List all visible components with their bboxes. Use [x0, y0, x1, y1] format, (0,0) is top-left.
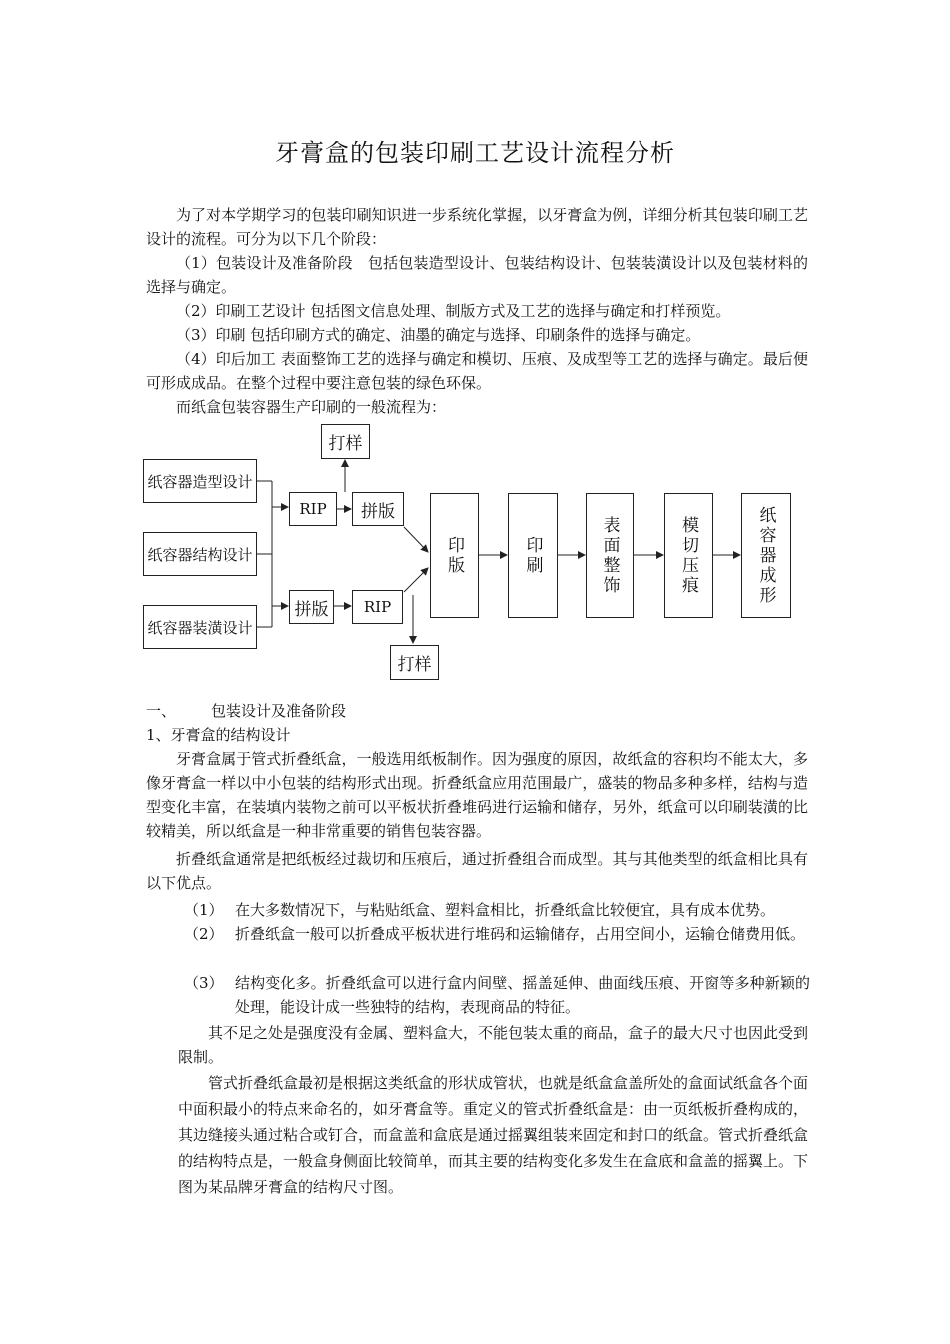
list-item-number: （1） [184, 901, 224, 919]
design-structure-box: 纸容器结构设计 [143, 532, 257, 576]
list-item-number: （3） [184, 974, 224, 992]
body-paragraph-3: 其不足之处是强度没有金属、塑料盒大，不能包装太重的商品，盒子的最大尺寸也因此受到限制。 [178, 1024, 809, 1066]
stage-4-text: （4）印后加工 表面整饰工艺的选择与确定和模切、压痕、及成型等工艺的选择与确定。最后便可形成成品。在整个过程中要注意包装的绿色环保。 [146, 350, 808, 392]
plate-box: 印版 [430, 493, 479, 618]
proof-top-box: 打样 [321, 424, 370, 459]
list-item-number: （2） [184, 925, 224, 943]
surface-finish-box: 表面整饰 [586, 493, 634, 618]
impose-top-box: 拼版 [352, 492, 404, 526]
die-cut-box: 模切压痕 [664, 493, 713, 618]
stage-1-text: （1）包装设计及准备阶段 包括包装造型设计、包装结构设计、包装装潢设计以及包装材料的选择与确定。 [146, 254, 808, 296]
page-title: 牙膏盒的包装印刷工艺设计流程分析 [275, 139, 675, 167]
rip-bottom-box: RIP [352, 590, 403, 624]
stage-2-text: （2）印刷工艺设计 包括图文信息处理、制版方式及工艺的选择与确定和打样预览。 [176, 302, 731, 320]
list-item-text: 结构变化多。折叠纸盒可以进行盒内间壁、摇盖延伸、曲面线压痕、开窗等多种新颖的处理，能设计成一些独特的结构，表现商品的特征。 [235, 974, 810, 1016]
print-box: 印刷 [508, 493, 558, 618]
intro-paragraph: 为了对本学期学习的包装印刷知识进一步系统化掌握，以牙膏盒为例，详细分析其包装印刷工艺设计的流程。可分为以下几个阶段： [146, 206, 808, 248]
rip-top-box: RIP [289, 492, 337, 526]
list-item-text: 折叠纸盒一般可以折叠成平板状进行堆码和运输储存，占用空间小，运输仓储费用低。 [235, 925, 806, 943]
body-paragraph-1: 牙膏盒属于管式折叠纸盒，一般选用纸板制作。因为强度的原因，故纸盒的容积均不能太大，多像牙膏盒一样以中小包装的结构形式出现。折叠纸盒应用范围最广，盛装的物品多种多样，结构与造型变化丰富，在装填内装物之前可以平板状折叠堆码进行运输和储存，另外，纸盒可以印刷装潢的比较精美，所以纸盒是一种非常重要的销售包装容器。 [146, 750, 808, 840]
stage-3-text: （3）印刷 包括印刷方式的确定、油墨的确定与选择、印刷条件的选择与确定。 [176, 326, 701, 344]
impose-bottom-box: 拼版 [289, 590, 334, 624]
forming-box: 纸容器成形 [741, 493, 791, 618]
body-paragraph-2: 折叠纸盒通常是把纸板经过裁切和压痕后，通过折叠组合而成型。其与其他类型的纸盒相比具有以下优点。 [146, 850, 808, 892]
subsection-heading: 1、牙膏盒的结构设计 [146, 726, 291, 744]
flow-intro-text: 而纸盒包装容器生产印刷的一般流程为： [176, 398, 447, 416]
design-decor-box: 纸容器装潢设计 [143, 605, 257, 649]
section-number: 一、 [146, 702, 177, 720]
proof-bottom-box: 打样 [390, 645, 439, 680]
body-paragraph-4: 管式折叠纸盒最初是根据这类纸盒的形状成管状，也就是纸盒盒盖所处的盒面试纸盒各个面中面积最小的特点来命名的，如牙膏盒等。重定义的管式折叠纸盒是：由一页纸板折叠构成的，其边缝接头通过粘合或钉合，而盒盖和盒底是通过摇翼组装来固定和封口的纸盒。管式折叠纸盒的结构特点是，一般盒身侧面比较简单，而其主要的结构变化多发生在盒底和盒盖的摇翼上。下图为某品牌牙膏盒的结构尺寸图。 [178, 1074, 809, 1196]
list-item-text: 在大多数情况下，与粘贴纸盒、塑料盒相比，折叠纸盒比较便宜，具有成本优势。 [235, 901, 776, 919]
section-heading: 包装设计及准备阶段 [211, 702, 347, 720]
design-shape-box: 纸容器造型设计 [143, 459, 257, 503]
